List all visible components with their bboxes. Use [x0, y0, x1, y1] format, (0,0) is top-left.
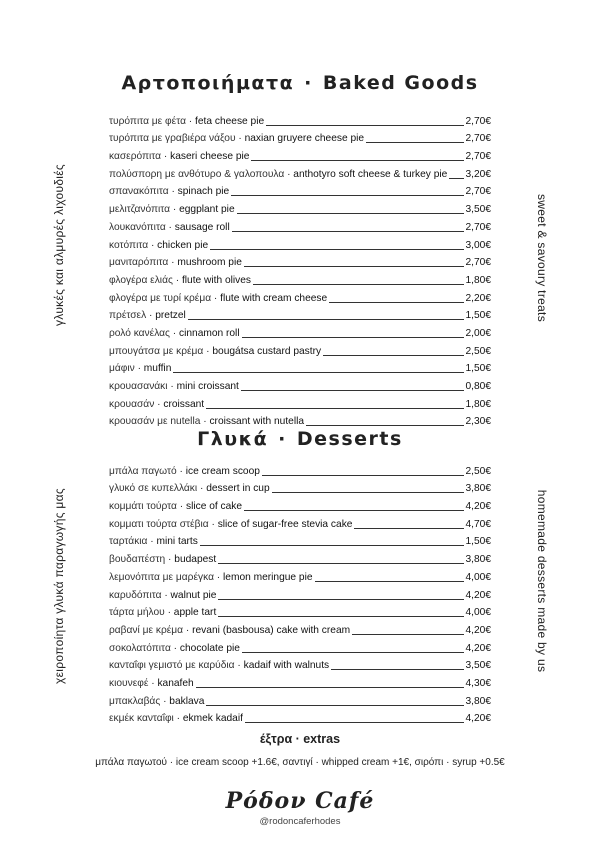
menu-item-name [109, 501, 242, 513]
menu-item-name-en: ekmek kadaif [182, 713, 243, 725]
menu-item-name [109, 713, 243, 725]
menu-item-leader-line [244, 265, 464, 267]
menu-item-name [109, 625, 350, 637]
menu-item-price: 3,00€ [465, 239, 491, 251]
menu-item-name-gr: καρυδόπιτα [109, 589, 162, 601]
menu-item-separator: · [165, 221, 175, 233]
menu-item-row [109, 252, 491, 270]
menu-item-name [109, 310, 186, 322]
menu-item-name-en: walnut pie [170, 589, 217, 601]
menu-item-name [109, 607, 216, 619]
menu-item-name-en: feta cheese pie [195, 115, 265, 127]
menu-item-row [109, 216, 491, 234]
menu-item-separator: · [176, 501, 186, 513]
menu-item-separator: · [197, 483, 207, 495]
menu-item-separator: · [234, 660, 244, 672]
menu-item-name-gr: λεμονόπιτα με μαρέγκα [109, 571, 214, 583]
menu-item-separator: · [213, 571, 224, 583]
menu-item-price: 2,70€ [465, 151, 491, 163]
menu-item-name-gr: κρουασάν [109, 398, 155, 410]
menu-item-leader-line [251, 159, 463, 161]
menu-item-name [109, 275, 251, 287]
baked-goods-list [109, 110, 491, 428]
menu-item-leader-line [206, 704, 463, 706]
menu-item-separator: · [148, 239, 158, 251]
menu-item-separator: · [146, 310, 156, 322]
menu-item-name-gr: γλυκό σε κυπελλάκι [109, 483, 198, 495]
menu-item-separator: · [134, 363, 144, 375]
menu-item-name-gr: κοτόπιτα [109, 239, 149, 251]
menu-item-price: 3,80€ [465, 695, 491, 707]
menu-item-name [109, 222, 230, 234]
menu-item-name-en: cinnamon roll [179, 327, 240, 339]
menu-item-separator: · [185, 115, 196, 127]
menu-item-name-en: flute with olives [181, 274, 252, 286]
desserts-title-sep: · [278, 428, 287, 450]
menu-item-leader-line [331, 668, 463, 670]
menu-item-row [109, 619, 491, 637]
menu-item-leader-line [218, 615, 463, 617]
menu-item-name-gr: πρέτσελ [109, 310, 147, 322]
menu-item-name-en: apple tart [173, 607, 217, 619]
menu-item-separator: · [168, 257, 178, 269]
menu-item-leader-line [245, 721, 464, 723]
menu-item-row [109, 287, 491, 305]
menu-item-separator: · [160, 695, 170, 707]
menu-item-price: 4,20€ [465, 642, 491, 654]
instagram-handle: @rodoncaferhodes [259, 816, 341, 827]
menu-item-name-gr: μάφιν [109, 363, 135, 375]
menu-item-separator: · [161, 589, 171, 601]
menu-item-name-gr: τυρόπιτα με φέτα [109, 115, 186, 127]
menu-item-name-gr: μπουγάτσα με κρέμα [109, 345, 204, 357]
menu-item-leader-line [173, 371, 463, 373]
desserts-side-label-left: χειροποίητα γλυκά παραγωγής μας [52, 488, 66, 684]
menu-item-price: 2,70€ [465, 133, 491, 145]
menu-item-name-en: kadaif with walnuts [243, 660, 330, 672]
menu-item-name-en: chocolate pie [179, 642, 240, 654]
menu-item-row [109, 548, 491, 566]
menu-item-leader-line [329, 301, 463, 303]
menu-item-name [109, 643, 240, 655]
menu-item-name-en: anthotyro soft cheese & turkey pie [293, 168, 448, 180]
menu-item-leader-line [272, 491, 464, 493]
menu-item-row [109, 234, 491, 252]
menu-item-name [109, 536, 198, 548]
menu-item-name [109, 660, 329, 672]
menu-item-price: 3,50€ [465, 660, 491, 672]
menu-item-leader-line [266, 124, 463, 126]
menu-item-separator: · [235, 133, 245, 145]
menu-item-row [109, 513, 491, 531]
menu-item-row [109, 602, 491, 620]
menu-item-name [109, 133, 364, 145]
menu-item-name [109, 204, 235, 216]
menu-item-name [109, 186, 229, 198]
menu-item-row [109, 375, 491, 393]
menu-item-price: 2,70€ [465, 221, 491, 233]
menu-item-price: 2,00€ [465, 327, 491, 339]
menu-item-separator: · [168, 186, 178, 198]
menu-item-price: 4,20€ [465, 624, 491, 636]
menu-item-name-gr: κομμάτι τούρτα [109, 501, 177, 513]
menu-item-name-gr: μπακλαβάς [109, 695, 161, 707]
menu-item-name-gr: ρολό κανέλας [109, 327, 170, 339]
menu-item-name-gr: κανταΐφι γεμιστό με καρύδια [109, 660, 235, 672]
menu-item-leader-line [241, 389, 464, 391]
menu-item-name-en: dessert in cup [206, 483, 270, 495]
menu-item-separator: · [211, 292, 221, 304]
menu-item-name [109, 399, 204, 411]
menu-item-name-en: pretzel [155, 310, 186, 322]
menu-item-name-en: slice of cake [185, 501, 243, 513]
menu-item-price: 1,80€ [465, 398, 491, 410]
menu-item-name [109, 416, 304, 428]
menu-item-row [109, 358, 491, 376]
menu-item-row [109, 672, 491, 690]
menu-item-row [109, 637, 491, 655]
baked-title-gr: Αρτοποιήματα [121, 72, 295, 94]
menu-item-name-en: chicken pie [157, 239, 209, 251]
menu-item-name [109, 293, 327, 305]
menu-item-leader-line [210, 248, 463, 250]
menu-item-leader-line [196, 686, 464, 688]
menu-item-separator: · [183, 624, 193, 636]
menu-item-name-gr: φλογέρα ελιάς [109, 274, 173, 286]
menu-item-row [109, 128, 491, 146]
menu-item-leader-line [232, 230, 464, 232]
menu-item-row [109, 495, 491, 513]
menu-item-leader-line [315, 580, 464, 582]
menu-item-price: 2,50€ [465, 465, 491, 477]
menu-item-name-gr: κρουασανάκι [109, 381, 168, 392]
menu-item-separator: · [154, 398, 164, 410]
menu-item-name-gr: κιουνεφέ [109, 677, 149, 689]
extras-title: έξτρα · extras [259, 732, 341, 746]
menu-item-leader-line [218, 562, 463, 564]
menu-item-separator: · [164, 607, 174, 619]
menu-item-name [109, 328, 240, 340]
menu-item-name-en: ice cream scoop [185, 465, 260, 477]
menu-item-leader-line [323, 354, 463, 356]
menu-item-name-en: sausage roll [174, 221, 230, 233]
menu-item-leader-line [352, 633, 463, 635]
menu-item-name-gr: εκμέκ κανταΐφι [109, 713, 174, 725]
menu-item-row [109, 478, 491, 496]
menu-item-price: 4,00€ [465, 607, 491, 619]
menu-item-price: 4,00€ [465, 571, 491, 583]
menu-item-name-en: naxian gruyere cheese pie [244, 133, 365, 145]
menu-item-name-en: mini croissant [176, 381, 239, 392]
rodon-cafe-logo: Ρόδον Café [225, 788, 375, 814]
menu-item-name [109, 381, 239, 393]
menu-item-price: 1,80€ [465, 274, 491, 286]
menu-item-price: 2,70€ [465, 186, 491, 198]
menu-item-separator: · [167, 381, 177, 392]
menu-item-name [109, 151, 249, 163]
menu-item-separator: · [284, 168, 294, 180]
menu-item-price: 2,20€ [465, 292, 491, 304]
menu-item-name-en: kanafeh [157, 677, 194, 689]
menu-item-leader-line [262, 474, 464, 476]
menu-item-separator: · [203, 345, 213, 357]
menu-item-leader-line [366, 141, 463, 143]
menu-item-row [109, 181, 491, 199]
menu-item-row [109, 269, 491, 287]
menu-item-name [109, 169, 447, 181]
menu-item-name-gr: ραβανί με κρέμα [109, 624, 184, 636]
menu-item-price: 2,70€ [465, 257, 491, 269]
menu-item-name [109, 572, 313, 584]
menu-item-name-en: baklava [169, 695, 205, 707]
menu-item-separator: · [147, 536, 157, 548]
menu-item-separator: · [169, 327, 179, 339]
menu-item-name [109, 678, 194, 690]
menu-item-name [109, 346, 321, 358]
menu-item-price: 4,70€ [465, 518, 491, 530]
menu-item-price: 3,20€ [465, 168, 491, 180]
menu-item-name-gr: τάρτα μήλου [109, 607, 165, 619]
menu-item-row [109, 145, 491, 163]
menu-item-price: 3,80€ [465, 554, 491, 566]
menu-item-leader-line [306, 424, 463, 426]
menu-item-price: 2,30€ [465, 416, 491, 428]
menu-item-leader-line [354, 527, 463, 529]
baked-title-en: Baked Goods [322, 72, 479, 94]
menu-item-row [109, 690, 491, 708]
menu-item-name-gr: κομματι τούρτα στέβια [109, 518, 209, 530]
baked-goods-title [0, 72, 600, 94]
menu-item-name-gr: φλογέρα με τυρί κρέμα [109, 292, 212, 304]
menu-item-separator: · [148, 677, 158, 689]
menu-item-row [109, 584, 491, 602]
menu-item-name-en: budapest [174, 554, 217, 566]
menu-item-price: 2,70€ [465, 115, 491, 127]
menu-item-row [109, 655, 491, 673]
desserts-side-label-right: homemade desserts made by us [535, 489, 549, 673]
menu-item-separator: · [170, 204, 180, 216]
menu-item-price: 4,20€ [465, 589, 491, 601]
menu-item-price: 1,50€ [465, 363, 491, 375]
menu-item-name [109, 590, 216, 602]
menu-item-name-en: bougátsa custard pastry [212, 345, 322, 357]
menu-item-price: 2,50€ [465, 345, 491, 357]
desserts-title-gr: Γλυκά [197, 428, 269, 450]
menu-item-price: 3,50€ [465, 204, 491, 216]
menu-item-row [109, 411, 491, 429]
menu-item-separator: · [176, 465, 186, 477]
menu-item-separator: · [173, 713, 183, 725]
menu-item-name-en: revani (basbousa) cake with cream [192, 624, 351, 636]
menu-item-name-gr: βουδαπέστη [109, 554, 166, 566]
menu-item-separator: · [208, 518, 218, 530]
menu-item-name [109, 519, 352, 531]
menu-item-separator: · [200, 416, 210, 428]
menu-item-name [109, 483, 270, 495]
menu-item-row [109, 566, 491, 584]
menu-item-name [109, 554, 216, 566]
menu-item-leader-line [200, 544, 464, 546]
extras-line: μπάλα παγωτού · ice cream scoop +1.6€, σαντιγί · whipped cream +1€, σιρόπι · syrup +0.5€ [95, 757, 505, 768]
menu-item-leader-line [244, 509, 463, 511]
menu-item-price: 4,30€ [465, 677, 491, 689]
baked-title-sep: · [304, 72, 313, 94]
baked-side-label-left: γλυκές και αλμυρές λιχουδιές [52, 164, 66, 326]
menu-item-price: 3,80€ [465, 483, 491, 495]
menu-item-row [109, 460, 491, 478]
menu-item-name-gr: μανιταρόπιτα [109, 257, 169, 269]
menu-item-name-en: flute with cream cheese [220, 292, 328, 304]
menu-item-leader-line [237, 212, 464, 214]
menu-item-name-gr: κρουασάν με nutella [109, 416, 201, 428]
menu-item-row [109, 322, 491, 340]
menu-item-name-gr: μελιτζανόπιτα [109, 204, 171, 216]
menu-item-name [109, 116, 264, 128]
menu-item-separator: · [170, 642, 180, 654]
menu-item-separator: · [172, 274, 182, 286]
baked-side-label-right: sweet & savoury treats [535, 194, 549, 322]
menu-item-name-gr: σπανακόπιτα [109, 186, 169, 198]
menu-item-row [109, 393, 491, 411]
menu-item-name-en: slice of sugar-free stevia cake [217, 518, 353, 530]
menu-item-name-en: mushroom pie [177, 257, 242, 269]
menu-item-row [109, 110, 491, 128]
menu-item-row [109, 708, 491, 726]
menu-item-leader-line [242, 651, 464, 653]
menu-item-name-gr: σοκολατόπιτα [109, 642, 171, 654]
menu-item-name-gr: τυρόπιτα με γραβιέρα νάξου [109, 133, 236, 145]
menu-item-leader-line [242, 336, 464, 338]
menu-item-price: 4,20€ [465, 501, 491, 513]
menu-item-row [109, 163, 491, 181]
menu-item-name [109, 257, 242, 269]
menu-item-row [109, 531, 491, 549]
menu-item-leader-line [206, 407, 463, 409]
menu-item-name-gr: ταρτάκια [109, 536, 148, 548]
menu-item-separator: · [165, 554, 175, 566]
menu-item-name-gr: πολύσπορη με ανθότυρο & γαλοπουλα [109, 168, 285, 180]
menu-item-name [109, 363, 171, 375]
menu-item-name-en: muffin [143, 363, 172, 375]
menu-item-name-gr: μπάλα παγωτό [109, 465, 177, 477]
menu-item-name-en: kaseri cheese pie [170, 151, 250, 163]
menu-item-leader-line [449, 177, 463, 179]
menu-item-price: 0,80€ [465, 381, 491, 392]
menu-item-leader-line [188, 318, 464, 320]
menu-item-row [109, 198, 491, 216]
desserts-title [0, 428, 600, 450]
menu-item-name [109, 696, 204, 708]
menu-item-name-en: spinach pie [177, 186, 230, 198]
menu-item-name-en: mini tarts [156, 536, 198, 548]
menu-item-name-en: eggplant pie [179, 204, 235, 216]
menu-item-leader-line [253, 283, 463, 285]
menu-item-leader-line [218, 598, 463, 600]
menu-item-price: 1,50€ [465, 536, 491, 548]
menu-item-separator: · [161, 151, 171, 163]
menu-item-row [109, 305, 491, 323]
menu-item-price: 4,20€ [465, 713, 491, 725]
desserts-title-en: Desserts [296, 428, 403, 450]
menu-item-name-gr: λουκανόπιτα [109, 221, 166, 233]
menu-item-name-en: croissant with nutella [209, 416, 305, 428]
menu-item-name-en: lemon meringue pie [223, 571, 313, 583]
menu-item-row [109, 340, 491, 358]
menu-item-name [109, 466, 260, 478]
menu-item-name [109, 240, 208, 252]
menu-item-price: 1,50€ [465, 310, 491, 322]
menu-item-name-gr: κασερόπιτα [109, 151, 162, 163]
menu-item-name-en: croissant [163, 398, 205, 410]
desserts-list [109, 460, 491, 725]
menu-item-leader-line [231, 194, 463, 196]
